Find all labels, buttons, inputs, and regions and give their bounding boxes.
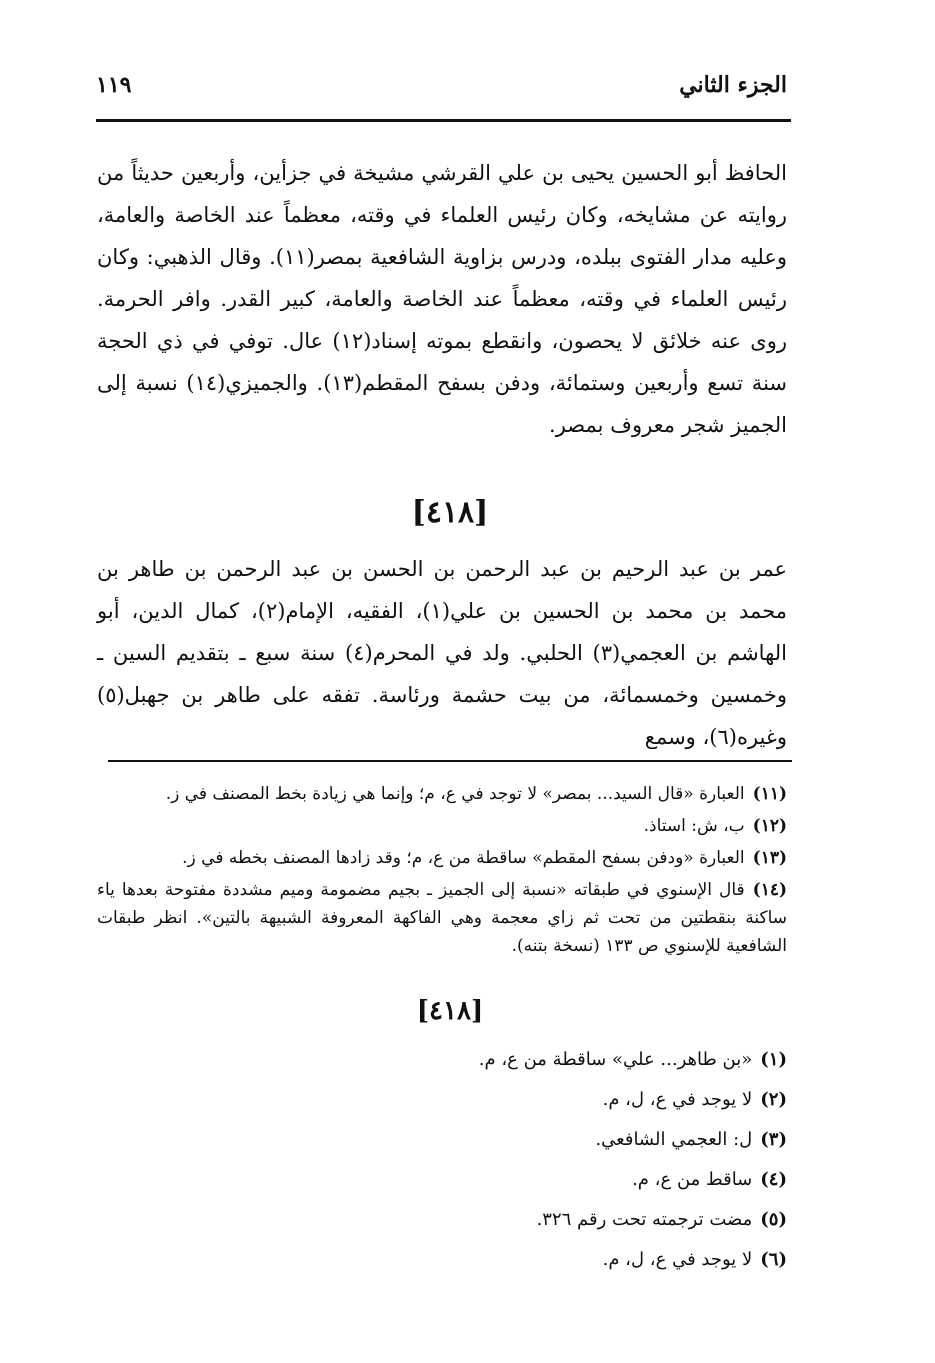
notes-entry-heading: [٤١٨] (416, 996, 484, 1026)
note-text: مضت ترجمته تحت رقم ٣٢٦. (536, 1209, 753, 1230)
note-text: ل: العجمي الشافعي. (595, 1129, 753, 1150)
paragraph-entry-418: عمر بن عبد الرحيم بن عبد الرحمن بن الحسن بن عبد الرحمن بن طاهر بن محمد بن محمد بن الحسين بن علي(١)، الفقيه، الإمام(٢)، كمال الدين، أبو الهاشم بن العجمي(٣) الحلبي. ولد في المحرم(٤) سنة سبع ـ بتقديم السين ـ وخمسين وخمسمائة، من بيت حشمة ورئاسة. تفقه على طاهر بن جهبل(٥) وغيره(٦)، وسمع (97, 557, 787, 749)
footnote-text: العبارة «ودفن بسفح المقطم» ساقطة من ع، م؛ وقد زادها المصنف بخطه في ز. (182, 848, 745, 868)
footnote-item (97, 876, 787, 960)
footnote-rule (108, 760, 792, 762)
note-number: (٣) (760, 1129, 787, 1150)
note-number: (١) (760, 1049, 787, 1070)
running-header (96, 68, 787, 108)
footnote-number: (١١) (752, 784, 787, 804)
footnote-text: العبارة «قال السيد... بمصر» لا توجد في ع، م؛ وإنما هي زيادة بخط المصنف في ز. (165, 784, 745, 804)
note-number: (٦) (760, 1249, 787, 1270)
footnote-item (97, 812, 787, 840)
note-text: ساقط من ع، م. (632, 1169, 753, 1190)
note-item (97, 1045, 787, 1075)
note-item (97, 1085, 787, 1115)
footnote-number: (١٢) (752, 816, 787, 836)
page-number: ١١٩ (96, 72, 132, 98)
entry-number-heading: [٤١٨] (411, 495, 489, 530)
note-number: (٢) (760, 1089, 787, 1110)
note-item (97, 1125, 787, 1155)
entry-418-notes (97, 1045, 787, 1285)
footnote-number: (١٣) (752, 848, 787, 868)
footnotes-list (97, 780, 787, 964)
header-title: الجزء الثاني (679, 72, 787, 98)
footnote-text: قال الإسنوي في طبقاته «نسبة إلى الجميز ـ بجيم مضمومة وميم مشددة مفتوحة بعدها ياء ساكنة بنقطتين من تحت ثم زاي معجمة وهي الفاكهة المعروفة الشبيهة بالتين». انظر طبقات الشافعية للإسنوي ص ١٣٣ (نسخة بتنه). (97, 880, 787, 956)
note-item (97, 1245, 787, 1275)
footnote-item (97, 844, 787, 872)
note-number: (٤) (760, 1169, 787, 1190)
note-text: «بن طاهر... علي» ساقطة من ع، م. (478, 1049, 753, 1070)
footnote-number: (١٤) (752, 880, 787, 900)
note-item (97, 1205, 787, 1235)
header-rule (96, 119, 791, 122)
note-text: لا يوجد في ع، ل، م. (602, 1089, 753, 1110)
paragraph-continuation: الحافظ أبو الحسين يحيى بن علي القرشي مشيخة في جزأين، وأربعين حديثاً من روايته عن مشايخه، وكان رئيس العلماء في وقته، معظماً عند الخاصة والعامة، وعليه مدار الفتوى ببلده، ودرس بزاوية الشافعية بمصر(١١). وقال الذهبي: وكان رئيس العلماء في وقته، معظماً عند الخاصة والعامة، كبير القدر. وافر الحرمة. روى عنه خلائق لا يحصون، وانقطع بموته إسناد(١٢) عال. توفي في ذي الحجة سنة تسع وأربعين وستمائة، ودفن بسفح المقطم(١٣). والجميزي(١٤) نسبة إلى الجميز شجر معروف بمصر. (97, 161, 787, 437)
footnote-text: ب، ش: استاذ. (643, 816, 745, 836)
note-number: (٥) (760, 1209, 787, 1230)
note-text: لا يوجد في ع، ل، م. (602, 1249, 753, 1270)
note-item (97, 1165, 787, 1195)
footnote-item (97, 780, 787, 808)
